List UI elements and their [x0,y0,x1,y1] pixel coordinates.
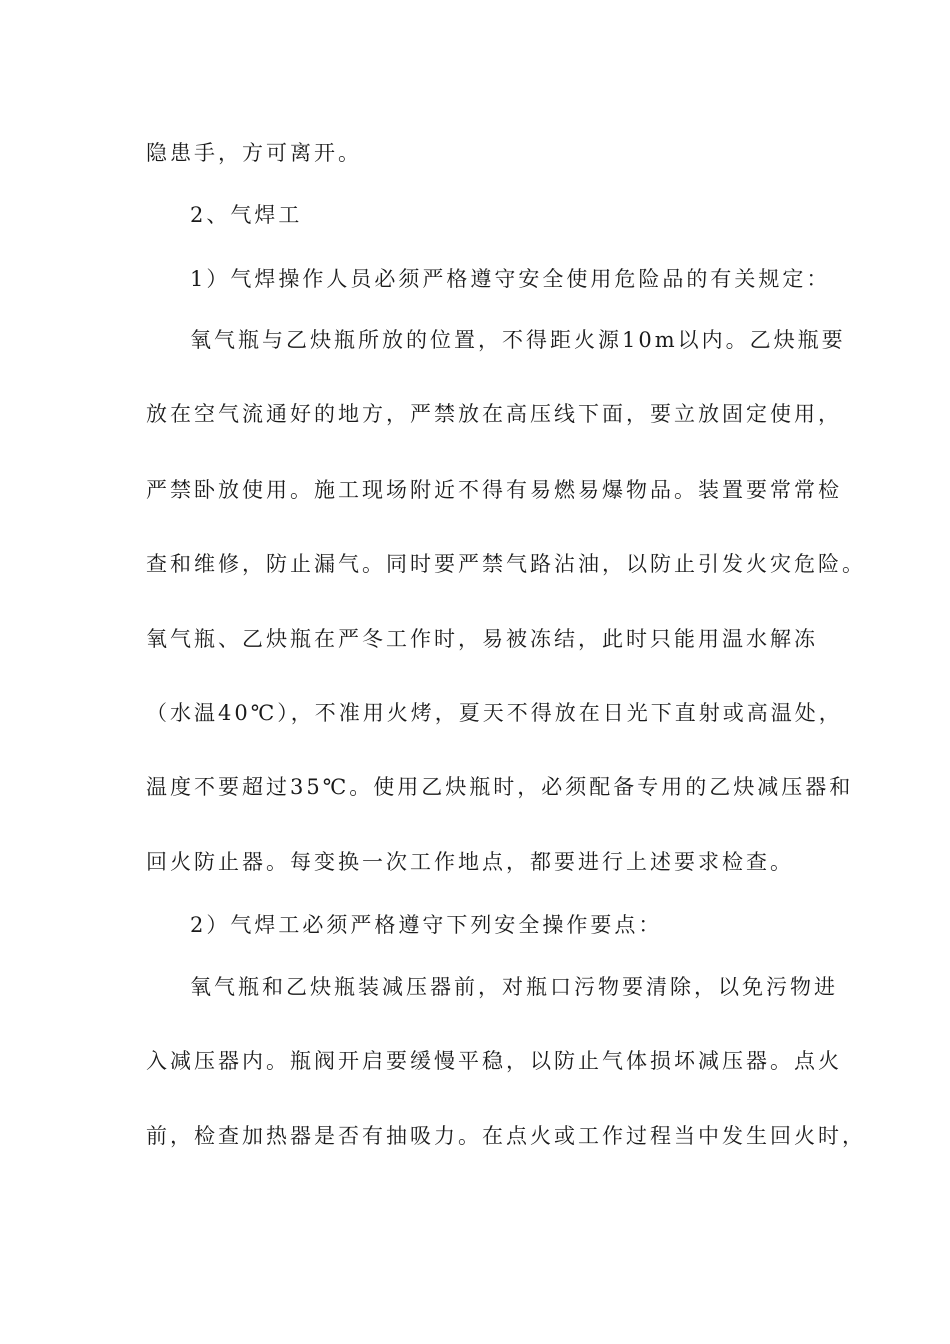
paragraph-line: 前，检查加热器是否有抽吸力。在点火或工作过程当中发生回火时， [146,1124,866,1148]
paragraph-line: （水温40℃），不准用火烤，夏天不得放在日光下直射或高温处， [146,701,843,725]
section-heading: 2、气焊工 [190,203,303,227]
paragraph-line: 放在空气流通好的地方，严禁放在高压线下面，要立放固定使用， [146,402,842,426]
subsection-heading: 2）气焊工必须严格遵守下列安全操作要点： [190,913,663,937]
paragraph-line: 氧气瓶、乙炔瓶在严冬工作时，易被冻结，此时只能用温水解冻 [146,627,818,651]
paragraph-line: 温度不要超过35℃。使用乙炔瓶时，必须配备专用的乙炔减压器和 [146,775,854,799]
paragraph-line: 隐患手，方可离开。 [146,141,362,165]
paragraph-line: 氧气瓶与乙炔瓶所放的位置，不得距火源10m以内。乙炔瓶要 [190,328,846,352]
paragraph-line: 氧气瓶和乙炔瓶装减压器前，对瓶口污物要清除，以免污物进 [190,975,838,999]
paragraph-line: 回火防止器。每变换一次工作地点，都要进行上述要求检查。 [146,850,794,874]
paragraph-line: 查和维修，防止漏气。同时要严禁气路沾油，以防止引发火灾危险。 [146,552,866,576]
paragraph-line: 入减压器内。瓶阀开启要缓慢平稳，以防止气体损坏减压器。点火 [146,1049,842,1073]
paragraph-line: 严禁卧放使用。施工现场附近不得有易燃易爆物品。装置要常常检 [146,478,842,502]
subsection-heading: 1）气焊操作人员必须严格遵守安全使用危险品的有关规定： [190,267,831,291]
